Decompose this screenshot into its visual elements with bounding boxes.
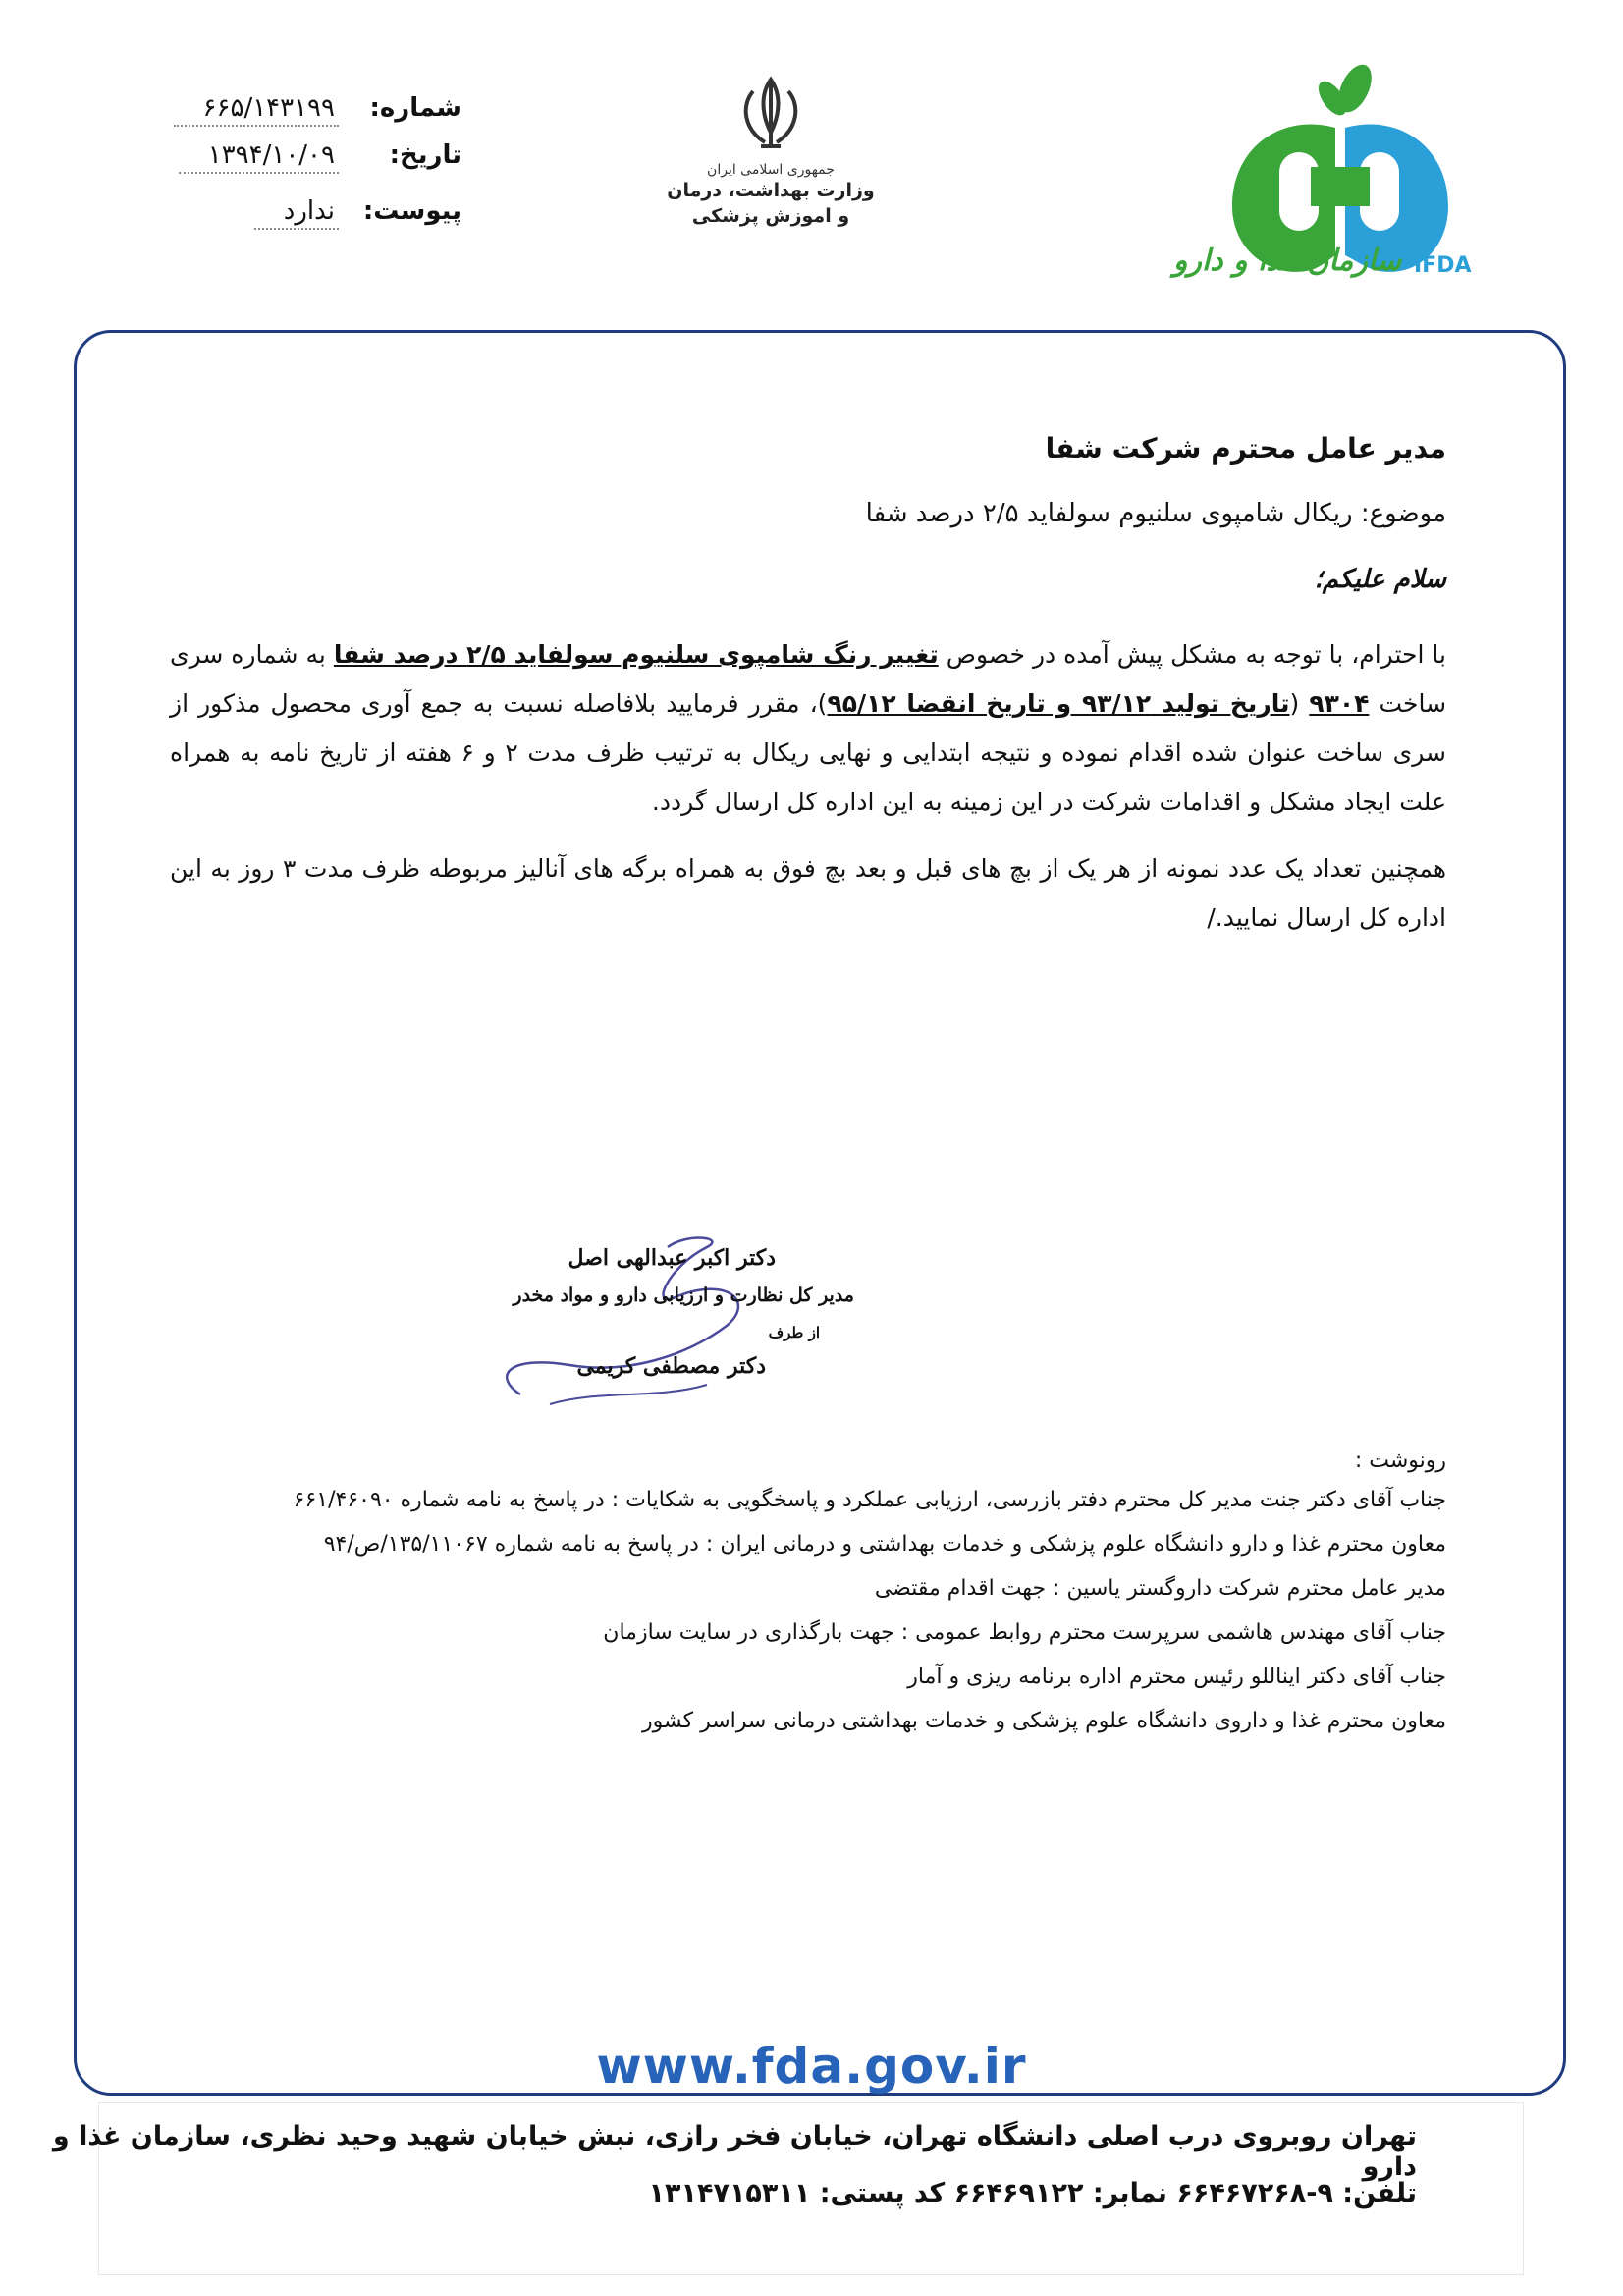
- letter-attachment-value: ندارد: [254, 196, 339, 230]
- ifda-logo: [1163, 59, 1488, 295]
- p1-text-c: (: [1289, 689, 1310, 718]
- ministry-name-line2: و اموزش پزشکی: [691, 205, 850, 227]
- letter-recipient: مدیر عامل محترم شرکت شفا: [1045, 432, 1446, 465]
- letter-number-value: ۶۶۵/۱۴۳۱۹۹: [174, 93, 339, 127]
- p1-text-a: با احترام، با توجه به مشکل پیش آمده در خصوص: [938, 640, 1446, 669]
- cc-item: جناب آقای دکتر ایناللو رئیس محترم اداره برنامه ریزی و آمار: [907, 1665, 1446, 1689]
- signatory-title: مدیر کل نظارت و ارزیابی دارو و مواد مخدر: [513, 1285, 854, 1306]
- letter-paragraph-2: همچنین تعداد یک عدد نمونه از هر یک از بچ های قبل و بعد بچ فوق به همراه برگه های آنالیز مربوطه ظرف مدت ۳ روز به این اداره کل ارسال نمایید./: [170, 854, 1447, 932]
- ministry-header: [648, 74, 893, 229]
- logo-abbrev: IFDA: [1414, 253, 1472, 278]
- ministry-name-line1: وزارت بهداشت، درمان: [667, 180, 875, 201]
- cc-item: مدیر عامل محترم شرکت داروگستر یاسین : جهت اقدام مقتضی: [874, 1576, 1446, 1601]
- letter-subject: موضوع: ریکال شامپوی سلنیوم سولفاید ۲/۵ درصد شفا: [865, 499, 1446, 528]
- p1-dates-highlight: تاریخ تولید ۹۳/۱۲ و تاریخ انقضا ۹۵/۱۲: [827, 689, 1290, 718]
- footer-address: تهران روبروی درب اصلی دانشگاه تهران، خیابان فخر رازی، نبش خیابان شهید وحید نظری، سازمان غذا و دارو: [52, 2121, 1417, 2182]
- iran-emblem-icon: [731, 74, 810, 152]
- p1-product-highlight: تغییر رنگ شامپوی سلنیوم سولفاید ۲/۵ درصد شفا: [333, 640, 939, 669]
- letter-date-label: تاریخ:: [389, 140, 461, 170]
- letter-number-label: شماره:: [369, 93, 461, 123]
- logo-persian-text: سازمان غذا و دارو: [1173, 244, 1402, 278]
- letter-attachment-label: پیوست:: [362, 196, 461, 226]
- p1-batch-highlight: ۹۳۰۴: [1309, 689, 1370, 718]
- ministry-country: جمهوری اسلامی ایران: [707, 162, 835, 178]
- cc-item: جناب آقای دکتر جنت مدیر کل محترم دفتر بازرسی، ارزیابی عملکرد و پاسخگویی به شکایات : در پاسخ به نامه شماره ۶۶۱/۴۶۰۹۰: [293, 1488, 1446, 1512]
- signatory-name: دکتر اکبر عبدالهی اصل: [568, 1245, 776, 1271]
- signer-name: دکتر مصطفی کریمی: [576, 1353, 766, 1379]
- letter-greeting: سلام علیکم؛: [1314, 565, 1446, 594]
- letter-attachment-row: [147, 196, 461, 238]
- letter-paragraph-1: [170, 630, 1446, 827]
- cc-item: معاون محترم غذا و دارو دانشگاه علوم پزشکی و خدمات بهداشتی و درمانی ایران : در پاسخ به نامه شماره ۱۳۵/۱۱۰۶۷/ص/۹۴: [323, 1532, 1446, 1557]
- letter-number-row: [147, 93, 461, 135]
- p1-text-d: )، مقرر فرمایید بلافاصله نسبت به جمع آوری محصول مذکور از سری ساخت عنوان شده اقدام نموده و نتیجه ابتدایی و نهایی ریکال به ترتیب ظرف مدت ۲ و ۶ هفته از تاریخ نامه به همراه علت ایجاد مشکل و اقدامات شرکت در این زمینه به این اداره کل ارسال گردد.: [170, 689, 1446, 816]
- signature-block: [432, 1208, 854, 1424]
- cc-item: معاون محترم غذا و داروی دانشگاه علوم پزشکی و خدمات بهداشتی درمانی سراسر کشور: [642, 1709, 1446, 1733]
- p1-text-b: به شماره سری ساخت: [170, 640, 1447, 718]
- cc-title: رونوشت :: [1354, 1449, 1446, 1473]
- footer-contact: تلفن: ۹-۶۶۴۶۷۲۶۸ نمابر: ۶۶۴۶۹۱۲۲ کد پستی: ۱۳۱۴۷۱۵۳۱۱: [648, 2178, 1417, 2209]
- letter-date-row: [147, 140, 461, 182]
- signature-on-behalf: از طرف: [768, 1324, 820, 1341]
- website-url[interactable]: www.fda.gov.ir: [596, 2038, 1027, 2095]
- cc-item: جناب آقای مهندس هاشمی سرپرست محترم روابط عمومی : جهت بارگذاری در سایت سازمان: [603, 1620, 1446, 1645]
- signature-scribble: [432, 1208, 854, 1424]
- letter-date-value: ۱۳۹۴/۱۰/۰۹: [179, 140, 339, 174]
